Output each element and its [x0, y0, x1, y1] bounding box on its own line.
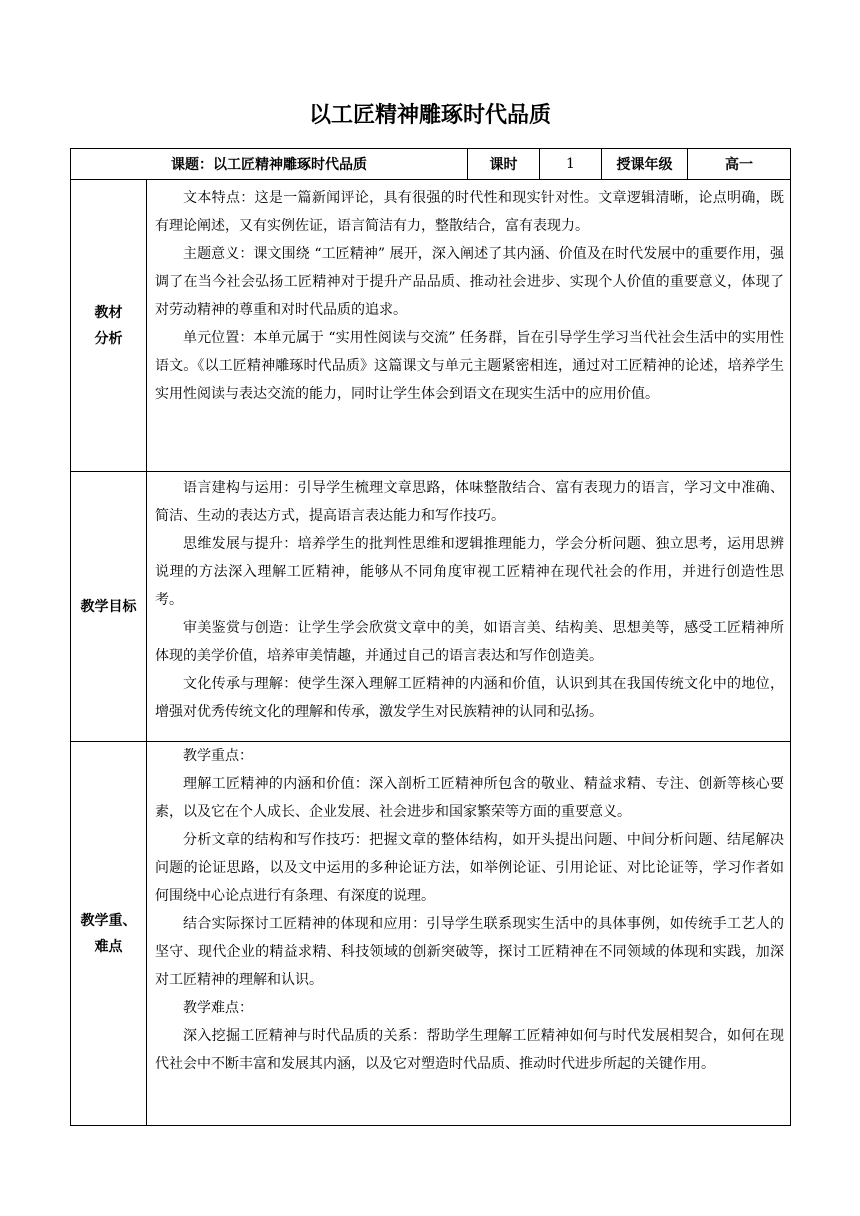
paragraph: 理解工匠精神的内涵和价值：深入剖析工匠精神所包含的敬业、精益求精、专注、创新等核心要素，以及它在个人成长、企业发展、社会进步和国家繁荣等方面的重要意义。 — [155, 776, 784, 820]
hours-label: 课时 — [468, 149, 540, 180]
hours-value: 1 — [540, 149, 602, 180]
topic-cell: 课题：以工匠精神雕琢时代品质 — [71, 149, 468, 180]
paragraph: 单元位置：本单元属于 “实用性阅读与交流” 任务群，旨在引导学生学习当代社会生活中的实用性语文。《以工匠精神雕琢时代品质》这篇课文与单元主题紧密相连，通过对工匠精神的论述，培养学生实用性阅读与表达交流的能力，同时让学生体会到语文在现实生活中的应用价值。 — [155, 330, 784, 402]
section-label-line: 教材 — [94, 304, 123, 321]
paragraph: 主题意义：课文围绕 “工匠精神” 展开，深入阐述了其内涵、价值及在时代发展中的重要作用，强调了在当今社会弘扬工匠精神对于提升产品品质、推动社会进步、实现个人价值的重要意义，体现了对劳动精神的尊重和对时代品质的追求。 — [155, 246, 784, 318]
section-content-teaching-goals — [147, 472, 791, 742]
section-row-teaching-goals — [71, 472, 791, 742]
section-label-material-analysis — [71, 180, 147, 472]
section-label-line: 分析 — [94, 330, 123, 347]
paragraph: 教学重点： — [183, 748, 253, 764]
paragraph: 深入挖掘工匠精神与时代品质的关系：帮助学生理解工匠精神如何与时代发展相契合，如何在现代社会中不断丰富和发展其内涵，以及它对塑造时代品质、推动时代进步所起的关键作用。 — [155, 1028, 784, 1072]
section-row-key-points — [71, 742, 791, 1126]
grade-label: 授课年级 — [602, 149, 688, 180]
section-row-material-analysis — [71, 180, 791, 472]
section-label-line: 教学目标 — [80, 598, 137, 615]
paragraph: 思维发展与提升：培养学生的批判性思维和逻辑推理能力，学会分析问题、独立思考，运用思辨说理的方法深入理解工匠精神，能够从不同角度审视工匠精神在现代社会的作用，并进行创造性思考。 — [155, 536, 784, 608]
section-label-line: 教学重、 — [80, 912, 137, 929]
paragraph: 语言建构与运用：引导学生梳理文章思路，体味整散结合、富有表现力的语言，学习文中准确、简洁、生动的表达方式，提高语言表达能力和写作技巧。 — [155, 480, 784, 524]
section-label-teaching-goals — [71, 472, 147, 742]
paragraph: 审美鉴赏与创造：让学生学会欣赏文章中的美，如语言美、结构美、思想美等，感受工匠精神所体现的美学价值，培养审美情趣，并通过自己的语言表达和写作创造美。 — [155, 620, 784, 664]
lesson-plan-table — [70, 148, 791, 1126]
header-row — [71, 149, 791, 180]
paragraph: 结合实际探讨工匠精神的体现和应用：引导学生联系现实生活中的具体事例，如传统手工艺人的坚守、现代企业的精益求精、科技领域的创新突破等，探讨工匠精神在不同领域的体现和实践，加深对工匠精神的理解和认识。 — [155, 916, 784, 988]
section-content-key-points — [147, 742, 791, 1126]
paragraph: 教学难点： — [183, 1000, 253, 1016]
paragraph: 文本特点：这是一篇新闻评论，具有很强的时代性和现实针对性。文章逻辑清晰，论点明确，既有理论阐述，又有实例佐证，语言简洁有力，整散结合，富有表现力。 — [155, 190, 784, 234]
page-title: 以工匠精神雕琢时代品质 — [308, 103, 551, 128]
paragraph: 分析文章的结构和写作技巧：把握文章的整体结构，如开头提出问题、中间分析问题、结尾解决问题的论证思路，以及文中运用的多种论证方法，如举例论证、引用论证、对比论证等，学习作者如何围绕中心论点进行有条理、有深度的说理。 — [155, 832, 784, 904]
section-content-material-analysis — [147, 180, 791, 472]
grade-value: 高一 — [688, 149, 791, 180]
section-label-key-points — [71, 742, 147, 1126]
section-label-line: 难点 — [94, 938, 123, 955]
paragraph: 文化传承与理解：使学生深入理解工匠精神的内涵和价值，认识到其在我国传统文化中的地位，增强对优秀传统文化的理解和传承，激发学生对民族精神的认同和弘扬。 — [155, 676, 784, 720]
